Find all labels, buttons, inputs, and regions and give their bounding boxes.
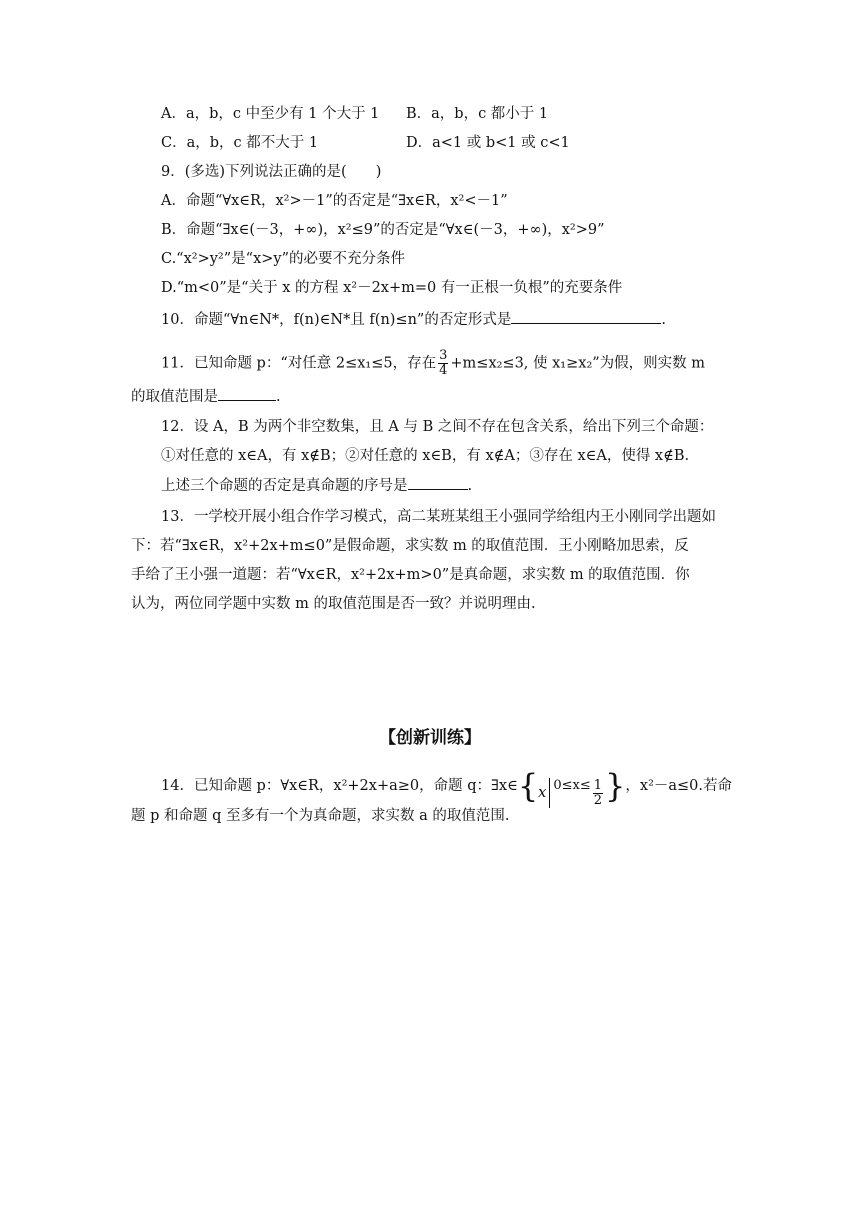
q11-line1 bbox=[161, 349, 705, 378]
q12-line3 bbox=[161, 475, 472, 496]
q11-frac-den: 4 bbox=[439, 363, 448, 378]
q11-text-b: +m≤x₂≤3, 使 x₁≥x₂”为假，则实数 m bbox=[450, 355, 706, 372]
q13-line4: 认为，两位同学题中实数 m 的取值范围是否一致？并说明理由. bbox=[131, 596, 536, 612]
q9-option-d: D.“m<0”是“关于 x 的方程 x²－2x+m=0 有一正根一负根”的充要条件 bbox=[161, 280, 623, 296]
q14-set-notation bbox=[518, 766, 626, 806]
q12-line1: 12．设 A，B 为两个非空数集，且 A 与 B 之间不存在包含关系，给出下列三个命题： bbox=[161, 419, 714, 435]
q14-set-cond: 0≤x≤ bbox=[553, 778, 591, 793]
q13-line1: 13．一学校开展小组合作学习模式，高二某班某组王小强同学给组内王小刚同学出题如 bbox=[161, 509, 716, 525]
q11-frac-num: 3 bbox=[439, 348, 448, 363]
q8-option-c: C．a，b，c 都不大于 1 bbox=[161, 135, 319, 151]
q14-line2: 题 p 和命题 q 至多有一个为真命题，求实数 a 的取值范围. bbox=[131, 808, 510, 824]
section-title: 【创新训练】 bbox=[379, 728, 481, 748]
q14-text-a: 14．已知命题 p：∀x∈R，x²+2x+a≥0，命题 q：∃x∈ bbox=[161, 778, 518, 794]
q10-end: . bbox=[661, 312, 666, 328]
q10-answer-blank bbox=[511, 309, 661, 324]
q12-end: . bbox=[467, 478, 473, 494]
q11-text-a: 11．已知命题 p：“对任意 2≤x₁≤5，存在 bbox=[161, 355, 437, 372]
q11-line2 bbox=[131, 386, 281, 407]
q14-line1 bbox=[161, 766, 732, 806]
q9-option-a: A．命题“∀x∈R，x²>－1”的否定是“∃x∈R，x²<－1” bbox=[161, 193, 508, 209]
left-brace-icon: { bbox=[517, 767, 539, 805]
q8-option-b: B．a，b，c 都小于 1 bbox=[406, 106, 549, 122]
q13-line3: 手给了王小强一道题：若“∀x∈R，x²+2x+m>0”是真命题，求实数 m 的取值范围．你 bbox=[131, 567, 690, 583]
q14-frac-num: 1 bbox=[593, 777, 603, 793]
q11-fraction bbox=[438, 349, 448, 378]
q12-text-3: 上述三个命题的否定是真命题的序号是 bbox=[161, 478, 408, 494]
q11-answer-blank bbox=[218, 386, 276, 401]
q8-option-d: D．a<1 或 b<1 或 c<1 bbox=[406, 135, 570, 151]
q11-text-2: 的取值范围是 bbox=[131, 389, 218, 405]
q8-option-a: A．a，b，c 中至少有 1 个大于 1 bbox=[161, 106, 380, 122]
q11-end: . bbox=[276, 389, 281, 405]
q10-text: 10．命题“∀n∈N*，f(n)∈N*且 f(n)≤n”的否定形式是 bbox=[161, 312, 512, 328]
q12-answer-blank bbox=[408, 475, 468, 490]
q14-fraction bbox=[593, 779, 603, 808]
q13-line2: 下：若“∃x∈R，x²+2x+m≤0”是假命题，求实数 m 的取值范围．王小刚略加思索，反 bbox=[131, 538, 689, 554]
q10-line bbox=[161, 309, 666, 330]
q14-frac-den: 2 bbox=[593, 792, 603, 808]
q9-option-c: C.“x²>y²”是“x>y”的必要不充分条件 bbox=[161, 251, 405, 267]
q9-stem: 9．(多选)下列说法正确的是( ) bbox=[161, 164, 382, 180]
q14-set-var: x bbox=[538, 785, 547, 801]
q14-text-b: ，x²－a≤0.若命 bbox=[625, 778, 733, 794]
set-bar-divider bbox=[549, 778, 550, 808]
q12-line2: ①对任意的 x∈A，有 x∉B；②对任意的 x∈B，有 x∉A；③存在 x∈A，使得 x∉B. bbox=[161, 448, 690, 464]
q9-option-b: B．命题“∃x∈(－3，+∞)，x²≤9”的否定是“∀x∈(－3，+∞)，x²>9” bbox=[161, 222, 605, 238]
right-brace-icon: } bbox=[605, 767, 626, 805]
